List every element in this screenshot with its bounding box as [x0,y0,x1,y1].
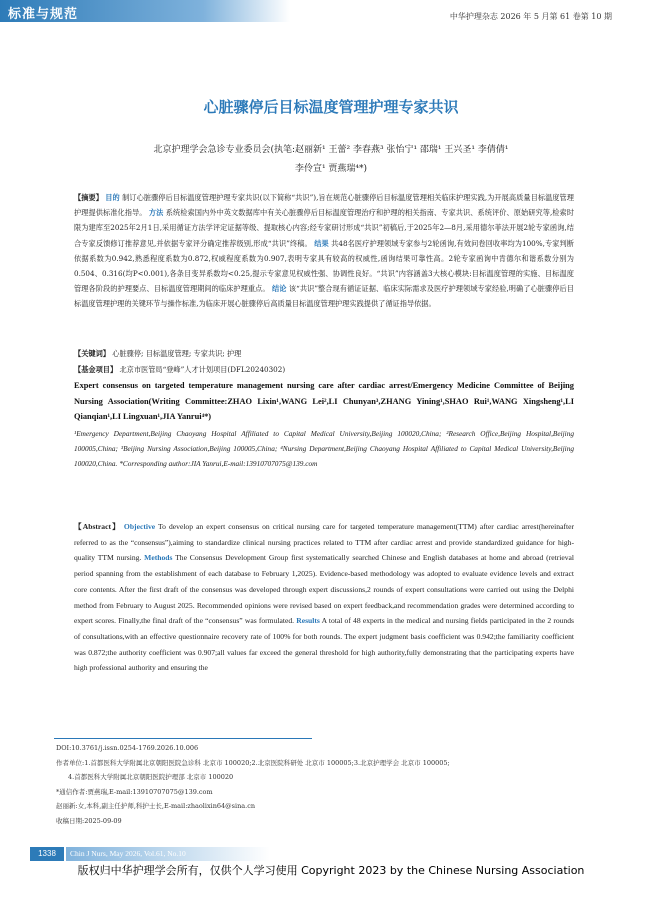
received-date-line: 收稿日期:2025-09-09 [56,816,122,825]
en-abstract-label: 【Abstract】 [74,522,121,531]
funding-label: 【基金项目】 [74,365,118,374]
english-title: Expert consensus on targeted temperature management nursing care after cardiac arrest/Emergency Medicine Committee of Beijing Nursing Association(Writing Committee:ZHAO Lixin¹,WANG Lei²,LI Chunyan³,ZHANG Yining¹,SHAO Rui¹,WANG Xingsheng¹,LI Qianqian¹,LI Lingxuan¹,JIA Yanrui⁴*) [74,381,574,421]
funding-text: 北京市医管局“登峰”人才计划项目(DFL20240302) [119,365,286,374]
author-line-2: 李伶宣¹ 贾燕瑞⁴*) [294,164,368,174]
cn-keywords [74,346,574,361]
en-objective-text: To develop an expert consensus on critical nursing care for targeted temperature management(TTM) after cardiac arrest(hereinafter referred to as the “consensus”),aiming to standardize clinical nursing practices related to TTM after cardiac arrest and provide standardized guidance for high-quality TTM nursing. [74,522,574,563]
en-results-text: A total of 48 experts in the medical and nursing fields participated in the 2 rounds of consultations,with an effective questionnaire recovery rate of 100% for both rounds. The expert judgment basis coefficient was 0.942;the familiarity coefficient was 0.872;the authority coefficient was 0.907;all values far exceed the general threshold for high authority,fully demonstrating that the participating experts have high professional authority and ensuring the [74,616,575,673]
cn-abstract-label: 【摘要】 [74,193,103,202]
copyright-notice: 版权归中华护理学会所有，仅供个人学习使用 Copyright 2023 by the Chinese Nursing Association [77,864,585,877]
keywords-label: 【关键词】 [74,349,110,358]
cn-conclusion-text: 该“共识”整合现有循证证据、临床实际需求及医疗护理领域专家经验,明确了心脏骤停后目标温度管理护理的关键环节与操作标准,为临床开展心脏骤停后高质量目标温度管理护理实践提供了循证指导依据。 [74,284,574,309]
header-bar [0,0,662,22]
cn-methods-label: 方法 [148,208,164,218]
english-affiliations: ¹Emergency Department,Beijing Chaoyang Hospital Affiliated to Capital Medical University,Beijing 100020,China; ²Research Office,Beijing Hospital,Beijing 100005,China; ³Beijing Nursing Association,Beijing 100005,China; ⁴Nursing Department,Beijing Chaoyang Hospital Affiliated to Capital Medical University,Beijing 100020,China. *Corresponding author:JIA Yanrui,E-mail:13910707075@139.com [74,429,574,468]
first-author-line: 赵丽新:女,本科,副主任护师,科护士长,E-mail:zhaolixin64@sina.cn [56,802,256,811]
author-line-1: 北京护理学会急诊专业委员会(执笔:赵丽新¹ 王蕾² 李春燕³ 张怡宁¹ 邵瑞¹ 王兴圣¹ 李倩倩¹ [153,145,509,155]
en-objective-label: Objective [123,522,156,531]
affiliation-line-2: 4.首都医科大学附属北京朝阳医院护理部 北京市 100020 [68,773,234,782]
author-list [50,141,612,179]
english-abstract [74,519,574,676]
cn-conclusion-label: 结论 [272,284,287,294]
footnote-divider [54,738,312,739]
cn-objective-text: 制订心脏骤停后目标温度管理护理专家共识(以下简称“共识”),旨在规范心脏骤停后目标温度管理相关临床护理实践,为开展高质量目标温度管理护理提供标准化指导。 [74,193,574,218]
cn-funding [74,362,574,377]
section-tag: 标准与规范 [8,7,79,22]
keywords-text: 心脏骤停; 目标温度管理; 专家共识; 护理 [112,349,242,358]
section-banner [0,0,290,22]
cn-abstract [74,190,574,312]
page-number: 1338 [30,847,64,861]
en-methods-label: Methods [144,553,173,563]
en-methods-text: The Consensus Development Group first systematically searched Chinese and English databases at home and abroad (retrieval period spanning from the establishment of each database to February 1,2025). Evidence-based methodology was adopted to evaluate evidence levels and extract core contents. After the first draft of the consensus was developed through expert discussions,2 rounds of expert consultations were carried out using the Delphi method from February to August 2025. Recommended opinions were revised based on expert feedback,and recommendation grades were determined according to expert scores. Finally,the final draft of the “consensus” was formulated. [74,553,574,626]
footer-journal: Chin J Nurs, May 2026, Vol.61, No.10 [66,847,270,861]
cn-objective-label: 目的 [105,193,120,202]
cn-results-text: 共48名医疗护理领域专家参与2轮函询,有效问卷回收率均为100%,专家判断依据系数为0.942,熟悉程度系数为0.872,权威程度系数为0.907,表明专家具有较高的权威性,函询结果可靠性高。2轮专家函询中肯德尔和谐系数分别为0.504、0.316(均P<0.001),各条目变异系数均<0.25,提示专家意见权威性强、协调性良好。“共识”内容涵盖3大核心模块:目标温度管理的实施、目标温度管理各阶段的护理要点、目标温度管理期间的临床护理重点。 [74,238,574,294]
footnotes [56,741,616,829]
en-results-label: Results [296,616,320,626]
doi-line: DOI:10.3761/j.issn.0254-1769.2026.10.006 [56,744,199,752]
affiliation-line-1: 作者单位:1.首都医科大学附属北京朝阳医院急诊科 北京市 100020;2.北京医院科研处 北京市 100005;3.北京护理学会 北京市 100005; [56,758,450,767]
cn-results-label: 结果 [314,238,329,248]
cn-methods-text: 系统检索国内外中英文数据库中有关心脏骤停后目标温度管理治疗和护理的相关指南、专家共识、系统评价、原始研究等,检索时限为建库至2025年2月1日,采用循证方法学评定证据等级、提取核心内容;经专家研讨形成“共识”初稿后,于2025年2—8月,采用德尔菲法开展2轮专家函询,结合专家反馈修订推荐意见,并依据专家评分确定推荐级别,形成“共识”终稿。 [74,208,574,248]
journal-issue-line: 中华护理杂志 2026 年 5 月第 61 卷第 10 期 [449,12,612,21]
corresponding-author-line: *通信作者:贾燕瑞,E-mail:13910707075@139.com [56,787,213,796]
article-title: 心脏骤停后目标温度管理护理专家共识 [203,98,459,116]
